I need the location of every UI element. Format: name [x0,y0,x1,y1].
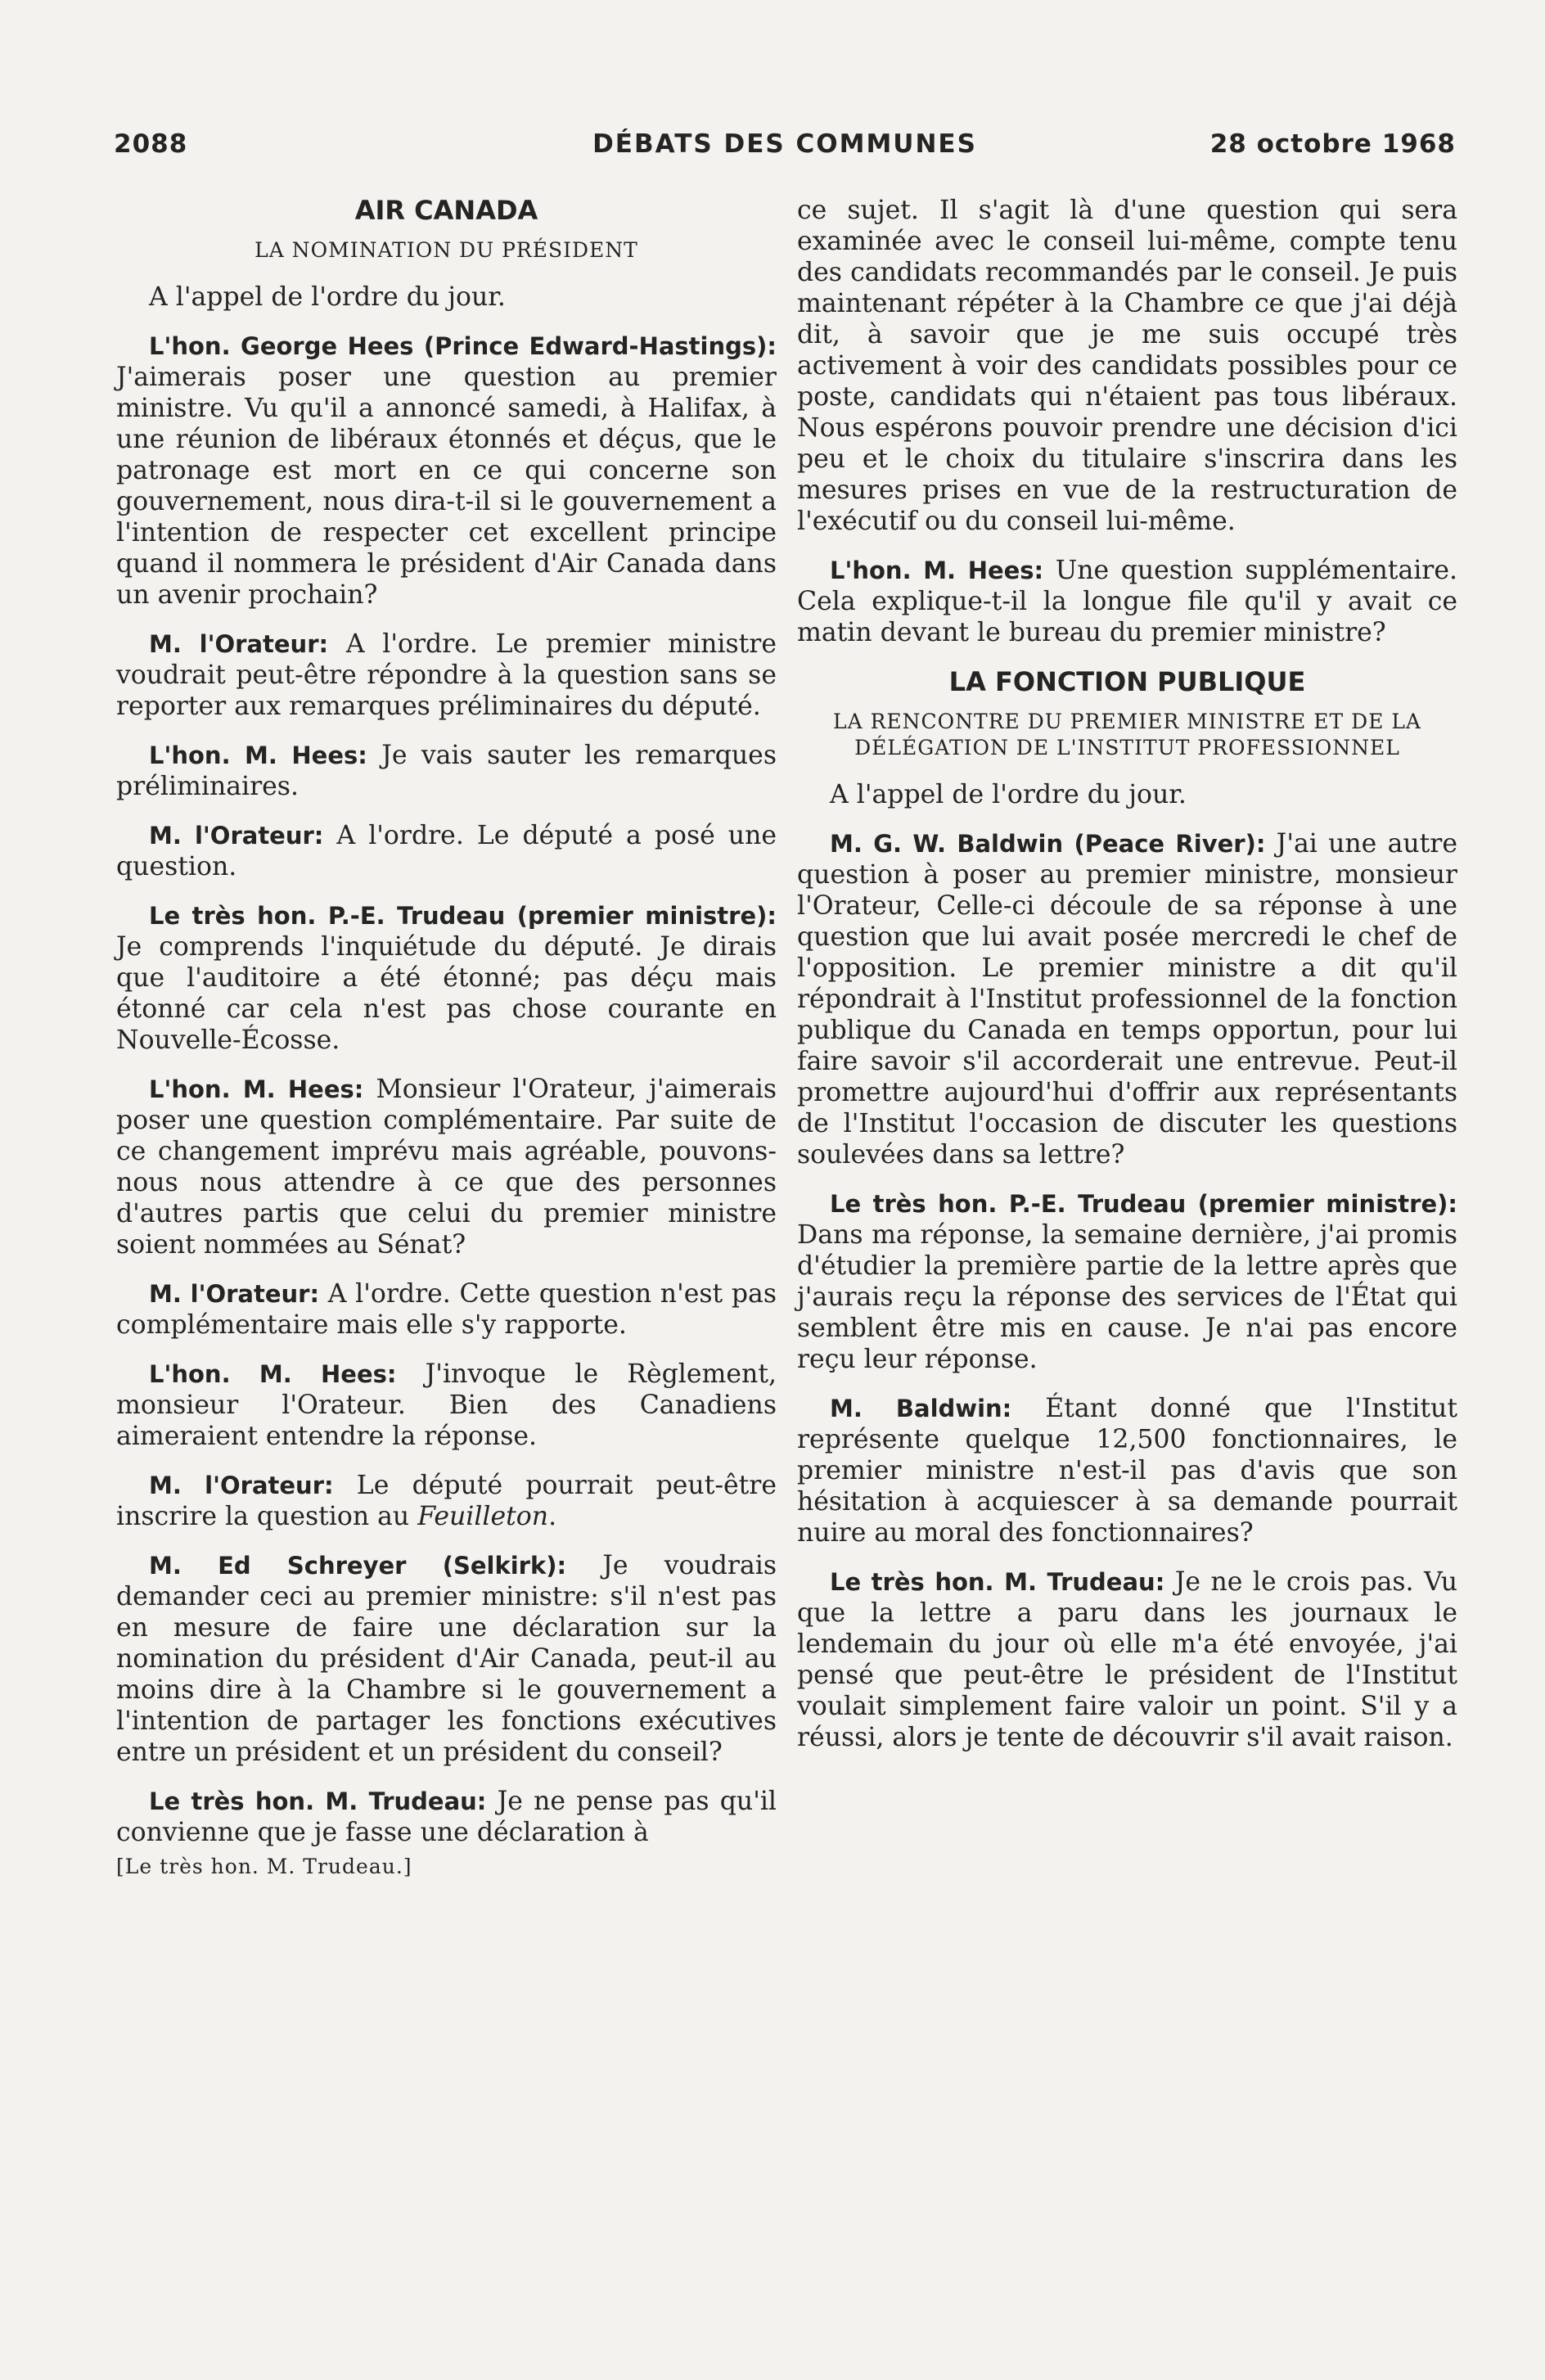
speaker-name: Le très hon. M. Trudeau: [149,1787,487,1815]
speech-text: Une question supplémentaire. Cela explique-t-il la longue file qu'il y avait ce matin devant le bureau du premier ministre? [797,556,1458,647]
speech-text: A l'ordre. Le député a posé une question. [116,821,777,881]
speech-text-end: . [548,1502,557,1531]
left-column [116,195,777,1882]
speaker-name: M. G. W. Baldwin (Peace River): [830,830,1266,858]
speaker-name: M. l'Orateur: [149,1280,320,1308]
speaker-name: M. l'Orateur: [149,630,329,658]
section-subtitle-rencontre: LA RENCONTRE DU PREMIER MINISTRE ET DE LA DÉLÉGATION DE L'INSTITUT PROFESSIONNEL [832,710,1421,760]
speaker-name: L'hon. M. Hees: [830,557,1044,584]
speaker-attribution: [Le très hon. M. Trudeau.] [116,1855,412,1878]
debate-paragraph [797,828,1457,1170]
speech-text: Monsieur l'Orateur, j'aimerais poser une question complémentaire. Par suite de ce changement imprévu mais agréable, pouvons-nous nous attendre à ce que des personnes d'autres partis que celui du premier ministre soient nommées au Sénat? [116,1075,777,1260]
speech-text: Je ne le crois pas. Vu que la lettre a paru dans les journaux le lendemain du jour où elle m'a été envoyée, j'ai pensé que peut-être le président de l'Institut voulait simplement faire valoir un point. S'il y a réussi, alors je tente de découvrir s'il avait raison. [797,1567,1457,1752]
speech-text: A l'ordre. Cette question n'est pas complémentaire mais elle s'y rapporte. [116,1279,777,1340]
speech-text: A l'ordre. Le premier ministre voudrait peut-être répondre à la question sans se reporter aux remarques préliminaires du député. [116,629,777,721]
debate-paragraph [116,1359,777,1452]
order-of-day: A l'appel de l'ordre du jour. [149,282,506,312]
debate-paragraph [797,1566,1457,1753]
page-date: 28 octobre 1968 [1209,129,1456,159]
page-header [114,129,1456,170]
speech-text: Je voudrais demander ceci au premier ministre: s'il n'est pas en mesure de faire une déclaration sur la nomination du président d'Air Canada, peut-il au moins dire à la Chambre si le gouvernement a l'intention de partager les fonctions exécutives entre un président et un président du conseil? [116,1551,777,1767]
speaker-name: M. Ed Schreyer (Selkirk): [149,1552,567,1580]
debate-paragraph [116,900,777,1056]
debate-paragraph [116,1550,777,1768]
section-subtitle-nomination: LA NOMINATION DU PRÉSIDENT [254,238,638,262]
speaker-name: M. l'Orateur: [149,822,324,850]
debate-paragraph [797,555,1457,648]
debate-paragraph [116,740,777,802]
speech-text: Étant donné que l'Institut représente quelque 12,500 fonctionnaires, le premier ministre n'est-il pas d'avis que son hésitation à acquiescer à sa demande pourrait nuire au moral des fonctionnaires? [797,1394,1457,1548]
speaker-name: M. l'Orateur: [149,1472,334,1499]
debate-paragraph [797,1393,1457,1548]
speech-text: Le député pourrait peut-être inscrire la question au [116,1471,777,1531]
speech-text: J'ai une autre question à poser au premier ministre, monsieur l'Orateur, Celle-ci découle de sa réponse à une question que lui avait posée mercredi le chef de l'opposition. Le premier ministre a dit qu'il répondrait à l'Institut professionnel de la fonction publique du Canada en temps opportun, pour lui faire savoir s'il accorderait une entrevue. Peut-il promettre aujourd'hui d'offrir aux représentants de l'Institut l'occasion de discuter les questions soulevées dans sa lettre? [797,829,1457,1170]
speaker-name: M. Baldwin: [830,1395,1012,1422]
order-of-day: A l'appel de l'ordre du jour. [830,780,1187,809]
speaker-name: Le très hon. P.-E. Trudeau (premier ministre): [830,1190,1457,1218]
speaker-name: L'hon. M. Hees: [149,1360,397,1388]
speaker-name: L'hon. M. Hees: [149,1075,364,1103]
continued-paragraph: ce sujet. Il s'agit là d'une question qui sera examinée avec le conseil lui-même, compte tenu des candidats recommandés par le conseil. Je puis maintenant répéter à la Chambre ce que j'ai déjà dit, à savoir que je me suis occupé très activement à voir des candidats possibles pour ce poste, candidats qui n'étaient pas tous libéraux. Nous espérons pouvoir prendre une décision d'ici peu et le choix du titulaire s'inscrira dans les mesures prises en vue de la restructuration de l'exécutif ou du conseil lui-même. [797,196,1457,536]
debate-paragraph [116,331,777,611]
speech-text: Je ne pense pas qu'il convienne que je fasse une déclaration à [116,1787,777,1847]
speech-text: J'invoque le Règlement, monsieur l'Orateur. Bien des Canadiens aimeraient entendre la réponse. [116,1359,777,1451]
speech-text: Je vais sauter les remarques préliminaires. [116,741,777,801]
debate-paragraph [116,1786,777,1848]
italic-text: Feuilleton [417,1502,549,1531]
speaker-name: Le très hon. M. Trudeau: [830,1568,1165,1596]
publication-title: DÉBATS DES COMMUNES [592,129,977,159]
section-title-fonction-publique: LA FONCTION PUBLIQUE [948,666,1306,697]
debate-paragraph [116,820,777,882]
speech-text: J'aimerais poser une question au premier ministre. Vu qu'il a annoncé samedi, à Halifax, à une réunion de libéraux étonnés et déçus, que le patronage est mort en ce qui concerne son gouvernement, nous dira-t-il si le gouvernement a l'intention de respecter cet excellent principe quand il nommera le président d'Air Canada dans un avenir prochain? [116,363,777,610]
speech-text: Dans ma réponse, la semaine dernière, j'ai promis d'étudier la première partie de la lettre après que j'aurais reçu la réponse des services de l'État qui semblent être mis en cause. Je n'ai pas encore reçu leur réponse. [797,1220,1457,1374]
section-title-air-canada: AIR CANADA [354,195,538,226]
speech-text: Je comprends l'inquiétude du député. Je dirais que l'auditoire a été étonné; pas déçu mais étonné car cela n'est pas chose courante en Nouvelle-Écosse. [116,932,777,1055]
page-number: 2088 [114,129,188,159]
debate-paragraph [116,1470,777,1532]
speaker-name: L'hon. George Hees (Prince Edward-Hastings): [149,332,777,360]
debate-paragraph [116,1074,777,1260]
debate-paragraph [797,1188,1457,1375]
right-column [797,195,1457,1771]
debate-paragraph [116,629,777,722]
debate-paragraph [116,1278,777,1341]
speaker-name: L'hon. M. Hees: [149,741,367,769]
speaker-name: Le très hon. P.-E. Trudeau (premier ministre): [149,902,777,930]
